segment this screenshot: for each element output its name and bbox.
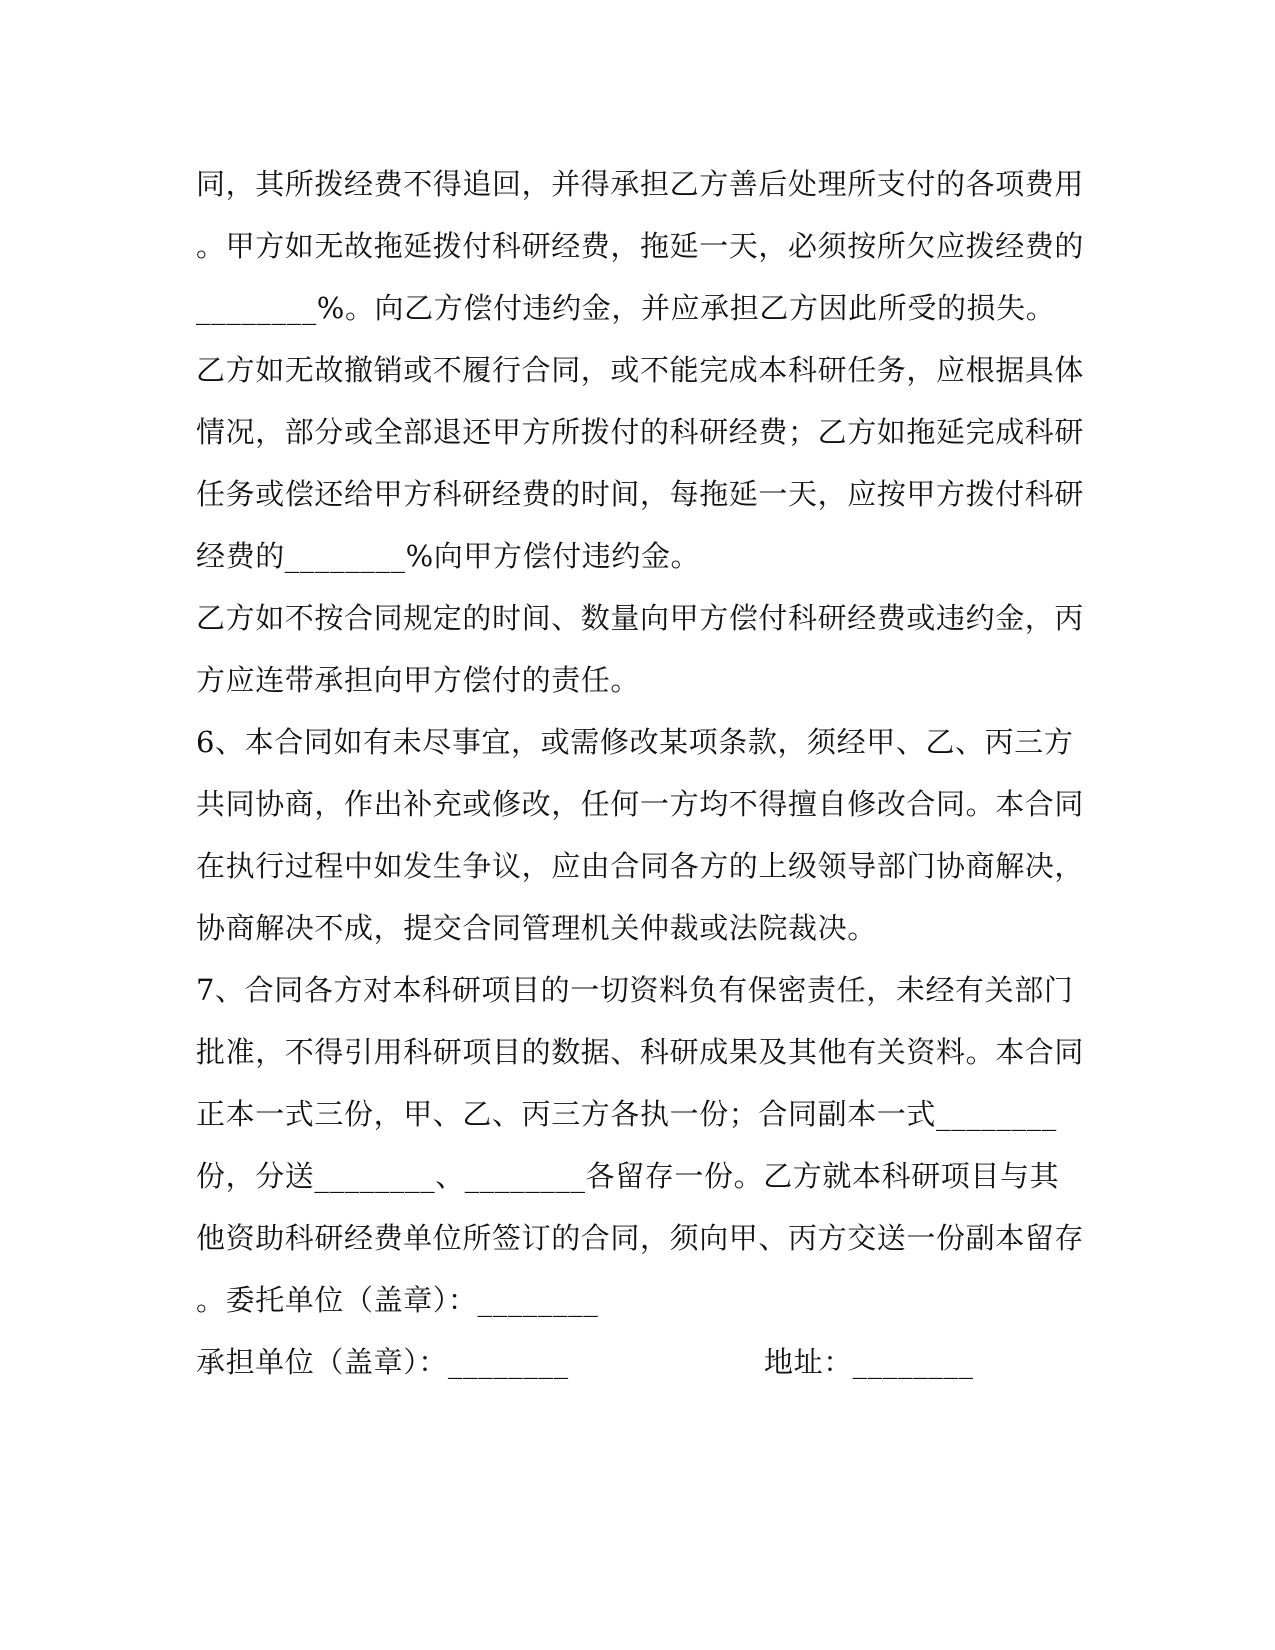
text-line-14: 7、合同各方对本科研项目的一切资料负有保密责任，未经有关部门 [196, 973, 1074, 1007]
text-line-12: 在执行过程中如发生争议，应由合同各方的上级领导部门协商解决， [196, 849, 1085, 883]
text-line-16: 正本一式三份，甲、乙、丙三方各执一份；合同副本一式________ [196, 1097, 1057, 1131]
text-line-9: 方应连带承担向甲方偿付的责任。 [196, 663, 641, 697]
text-line-4: 乙方如无故撤销或不履行合同，或不能完成本科研任务，应根据具体 [196, 353, 1085, 387]
address-line: 地址：________ [764, 1345, 974, 1379]
text-line-3: ________%。向乙方偿付违约金，并应承担乙方因此所受的损失。 [196, 291, 1056, 325]
text-line-19: 。委托单位（盖章）：________ [196, 1283, 599, 1317]
text-line-13: 协商解决不成，提交合同管理机关仲裁或法院裁决。 [196, 911, 877, 945]
text-line-17: 份，分送________、________各留存一份。乙方就本科研项目与其 [196, 1159, 1060, 1193]
text-line-2: 。甲方如无故拖延拨付科研经费，拖延一天，必须按所欠应拨经费的 [196, 229, 1085, 263]
text-line-10: 6、本合同如有未尽事宜，或需修改某项条款，须经甲、乙、丙三方 [196, 725, 1074, 759]
text-line-11: 共同协商，作出补充或修改，任何一方均不得擅自修改合同。本合同 [196, 787, 1085, 821]
text-line-7: 经费的________%向甲方偿付违约金。 [196, 539, 701, 573]
text-line-5: 情况，部分或全部退还甲方所拨付的科研经费；乙方如拖延完成科研 [196, 415, 1085, 449]
text-line-18: 他资助科研经费单位所签订的合同，须向甲、丙方交送一份副本留存 [196, 1221, 1085, 1255]
text-line-1: 同，其所拨经费不得追回，并得承担乙方善后处理所支付的各项费用 [196, 167, 1085, 201]
undertaker-seal-line: 承担单位（盖章）：________ [196, 1345, 569, 1379]
signature-row [196, 1342, 1076, 1382]
text-line-8: 乙方如不按合同规定的时间、数量向甲方偿付科研经费或违约金，丙 [196, 601, 1085, 635]
text-line-6: 任务或偿还给甲方科研经费的时间，每拖延一天，应按甲方拨付科研 [196, 477, 1085, 511]
text-line-15: 批准，不得引用科研项目的数据、科研成果及其他有关资料。本合同 [196, 1035, 1085, 1069]
